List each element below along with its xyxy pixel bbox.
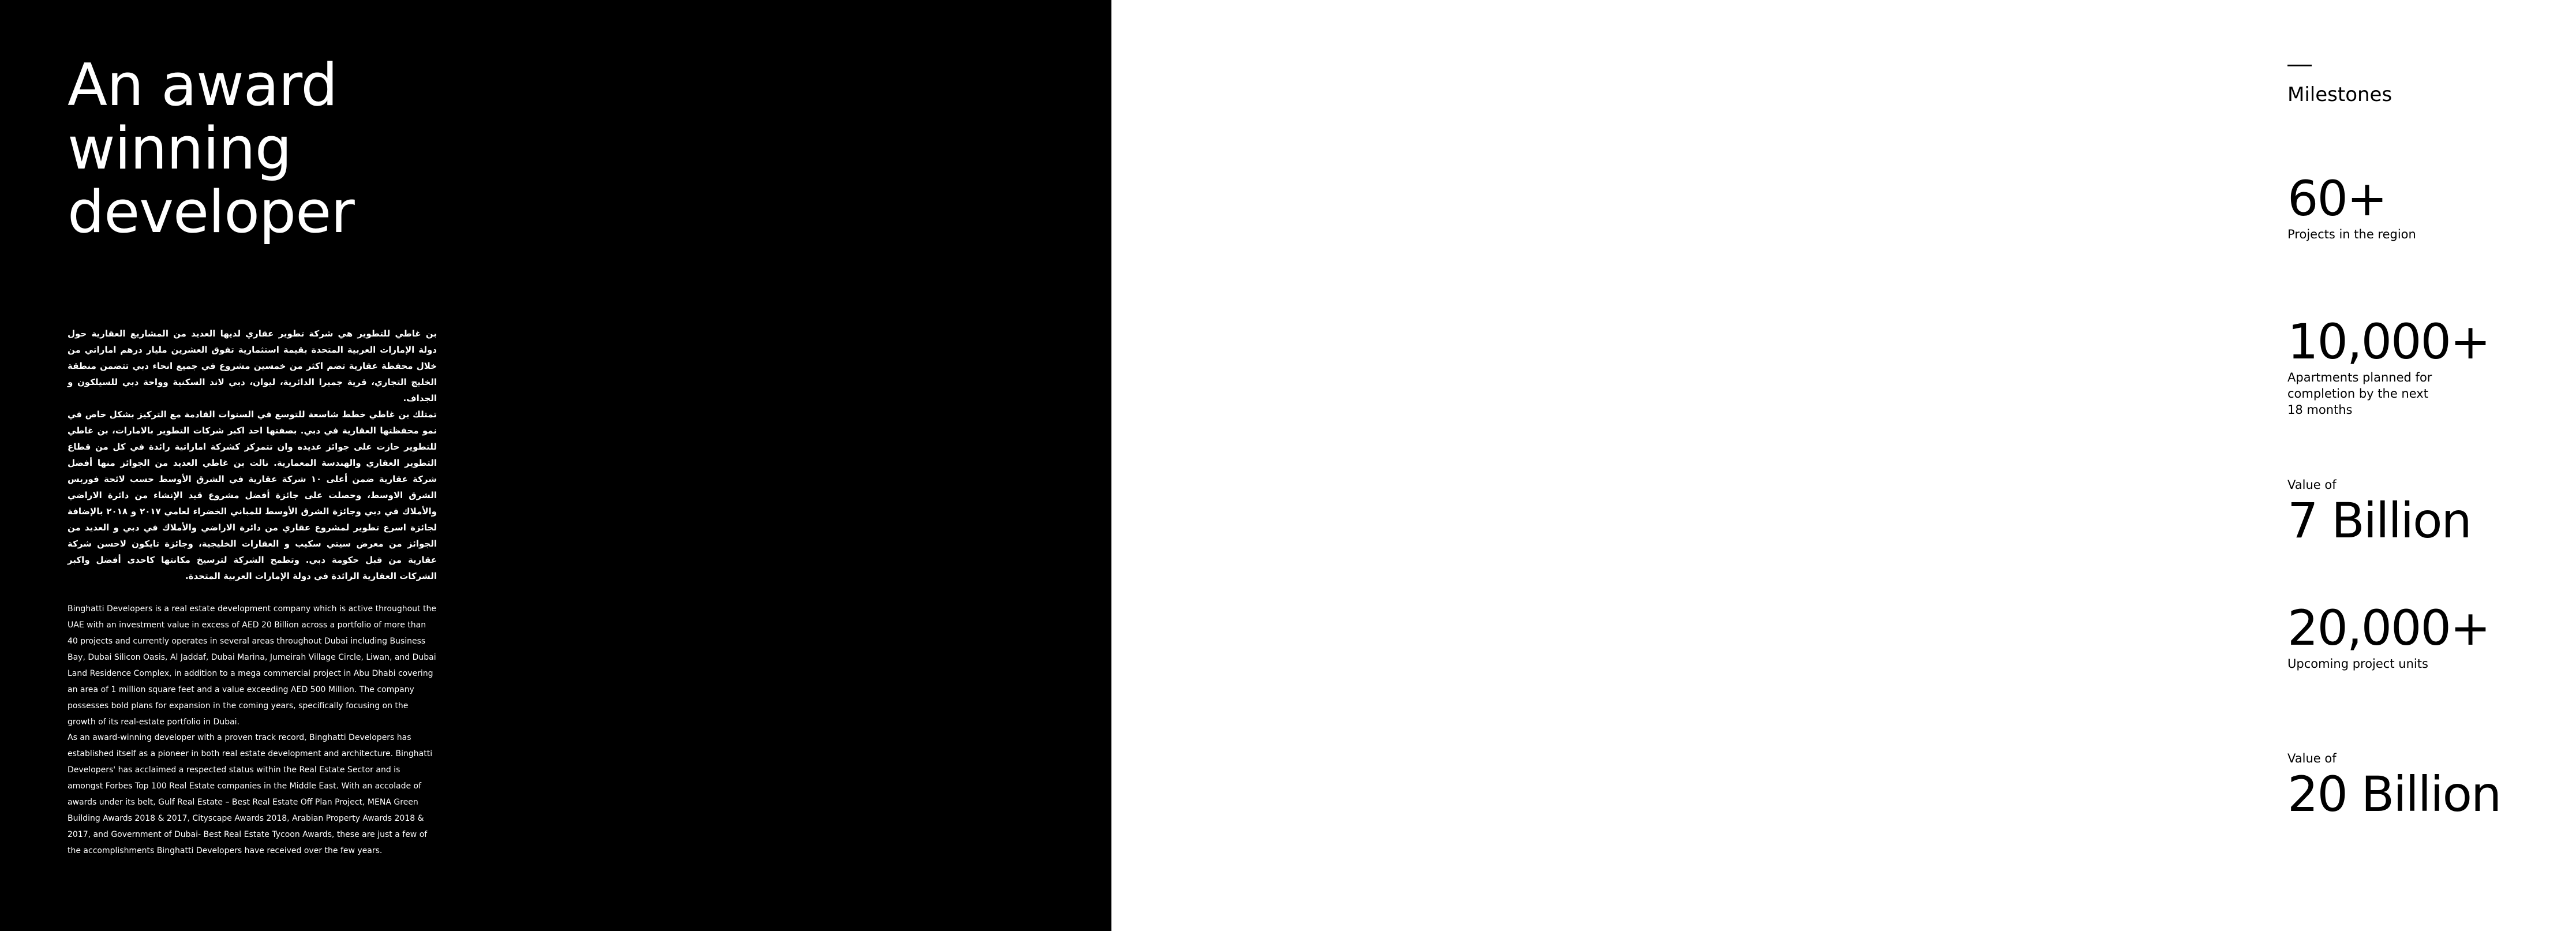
- arabic-paragraph-2: تمتلك بن غاطي خطط شاسعة للتوسع في السنوات القادمة مع التركيز بشكل خاص في نمو محفظتها العقارية في دبي. بصفتها احد اكبر شركات التطوير بالامارات، بن غاطي للتطوير حازت على جوائز عديده وان تتمركز كشركة اماراتية رائدة في كل من قطاع التطوير العقاري والهندسة المعمارية. نالت بن غاطي العديد من الجوائز منها أفضل شركة عقارية ضمن أعلى ١٠ شركة عقارية في الشرق الأوسط حسب لائحة فوربس الشرق الاوسط، وحصلت على جائزة أفضل مشروع قيد الإنشاء من دائرة الاراضي والأملاك في دبي وجائزة الشرق الأوسط للمباني الخضراء لعامي ٢٠١٧ و ٢٠١٨ بالإضافة لجائزة اسرع تطوير لمشروع عقاري من دائرة الاراضي والأملاك في دبي و العديد من الجوائز من معرض سيتي سكيب و العقارات الخليجية، وجائزة تايكون لاحسن شركة عقارية من قبل حكومة دبي. وتطمح الشركة لترسيخ مكانتها كاحدى أفضل واكبر الشركات العقارية الرائدة في دولة الإمارات العربية المتحدة.: [68, 409, 437, 581]
- headline-line: An award: [68, 51, 338, 119]
- milestone-value: 20,000+: [2287, 600, 2490, 656]
- left-panel: [0, 0, 1111, 931]
- arabic-paragraph-1: بن غاطي للتطوير هي شركة تطوير عقاري لديها العديد من المشاريع العقارية حول دولة الإمارات العربية المتحدة بقيمة استثمارية تفوق العشرين مليار درهم اماراتي من خلال محفظة عقارية تضم اكثر من خمسين مشروع في جميع انحاء دبي تتضمن منطقة الخليج التجاري، قرية جميرا الدائرية، ليوان، دبي لاند السكنية وواحة دبي للسيلكون و الجداف.: [68, 328, 437, 403]
- milestone-label: Upcoming project units: [2287, 657, 2428, 671]
- milestone-value: 60+: [2287, 170, 2387, 227]
- milestone-label: Projects in the region: [2287, 227, 2416, 241]
- headline: [68, 53, 471, 244]
- english-paragraph-1: Binghatti Developers is a real estate development company which is active throughout the UAE with an investment value in excess of AED 20 Billion across a portfolio of more than 40 projects and currently operates in several areas throughout Dubai including Business Bay, Dubai Silicon Oasis, Al Jaddaf, Dubai Marina, Jumeirah Village Circle, Liwan, and Dubai Land Residence Complex, in addition to a mega commercial project in Abu Dhabi covering an area of 1 million square feet and a value exceeding AED 500 Million. The company possesses bold plans for expansion in the coming years, specifically focusing on the growth of its real-estate portfolio in Dubai.: [68, 604, 436, 727]
- milestones-panel: [1111, 0, 2501, 931]
- headline-line: developer: [68, 178, 354, 246]
- milestone-units: [2287, 600, 2576, 672]
- headline-line: winning: [68, 114, 291, 182]
- milestone-value-7b: [2287, 477, 2576, 548]
- milestone-prefix: Value of: [2287, 751, 2337, 765]
- milestone-value: 10,000+: [2287, 313, 2490, 370]
- milestone-value-20b: [2287, 750, 2576, 822]
- english-paragraph-2: As an award-winning developer with a proven track record, Binghatti Developers has established itself as a pioneer in both real estate development and architecture. Binghatti Developers' has acclaimed a respected status within the Real Estate Sector and is amongst Forbes Top 100 Real Estate companies in the Middle East. With an accolade of awards under its belt, Gulf Real Estate – Best Real Estate Off Plan Project, MENA Green Building Awards 2018 & 2017, Cityscape Awards 2018, Arabian Property Awards 2018 & 2017, and Government of Dubai- Best Real Estate Tycoon Awards, these are just a few of the accomplishments Binghatti Developers have received over the few years.: [68, 733, 433, 855]
- milestone-value: 20 Billion: [2287, 766, 2501, 822]
- milestone-prefix: Value of: [2287, 478, 2337, 492]
- milestones-title: Milestones: [2287, 83, 2392, 106]
- milestone-apartments: [2287, 314, 2576, 418]
- milestone-label: Apartments planned for completion by the next 18 months: [2287, 371, 2432, 417]
- milestone-projects: [2287, 171, 2576, 242]
- milestone-value: 7 Billion: [2287, 492, 2471, 549]
- section-dash: [2287, 65, 2312, 66]
